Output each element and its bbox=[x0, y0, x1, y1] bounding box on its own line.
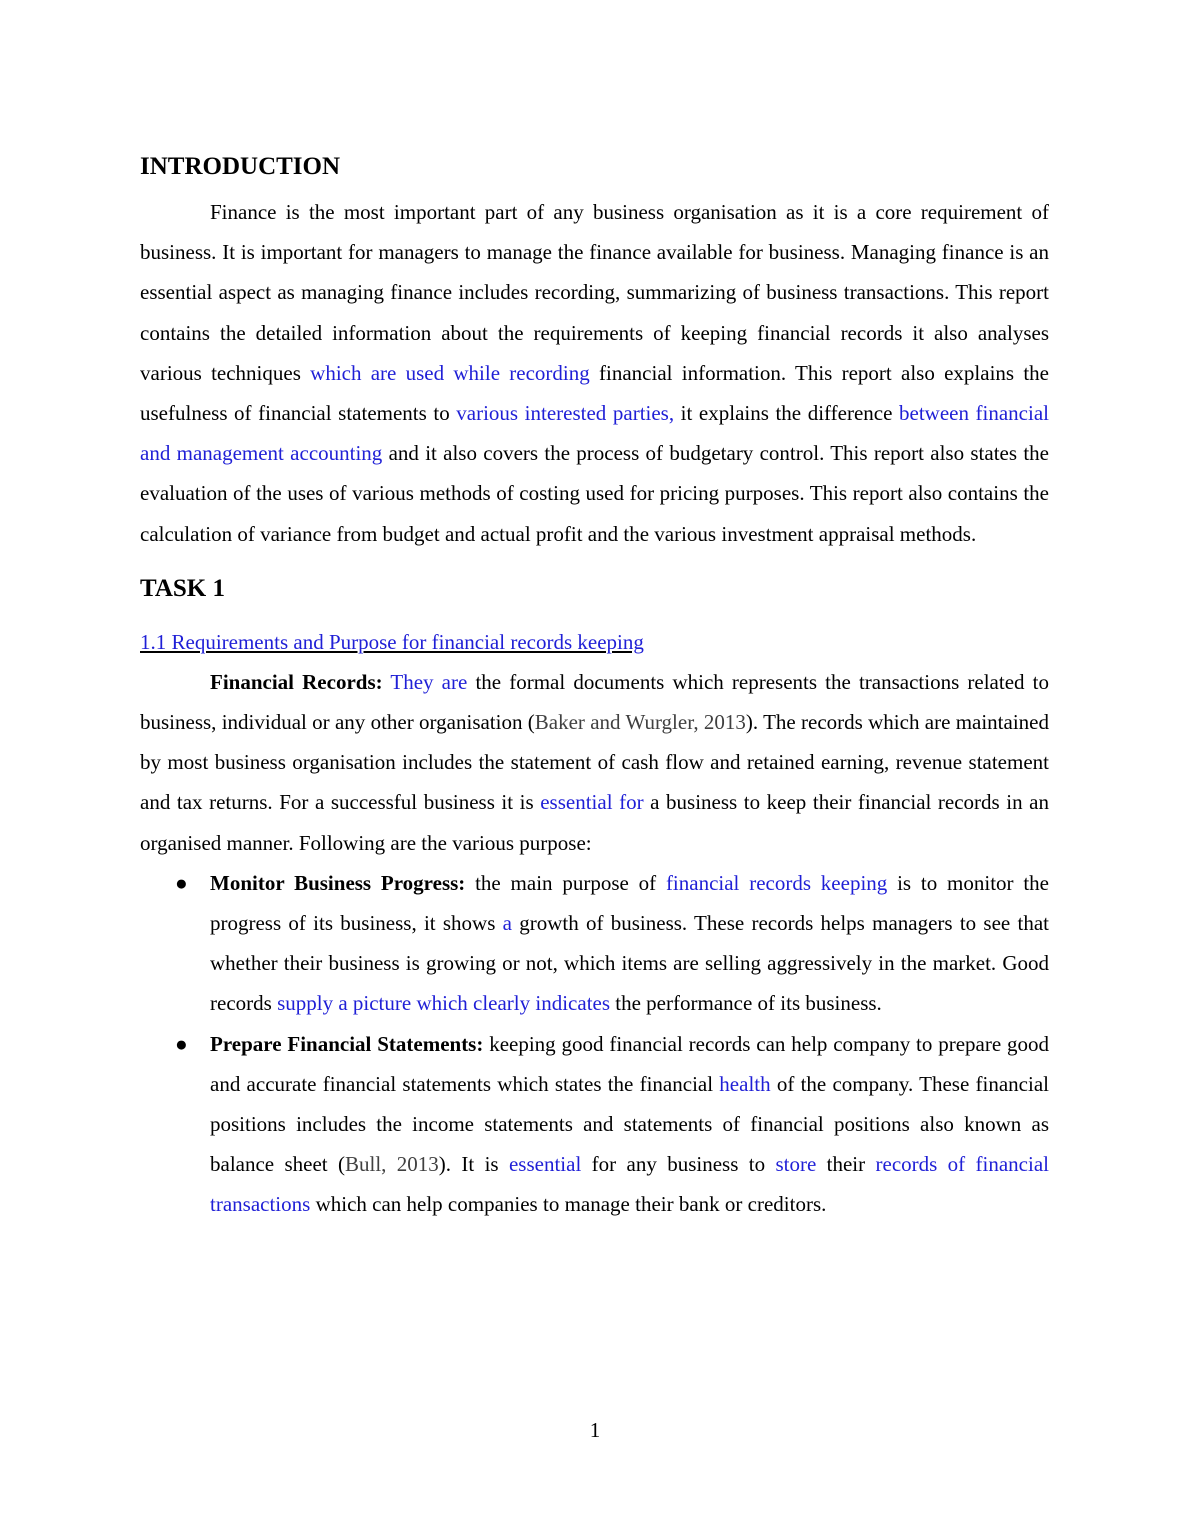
highlighted-text: a bbox=[502, 911, 512, 936]
term-label: Prepare Financial Statements: bbox=[210, 1031, 484, 1056]
bullet-icon: ● bbox=[175, 870, 188, 895]
highlighted-text: various interested parties, bbox=[456, 401, 675, 426]
text-run: a business to keep their financial records in an organised manner. Following are the various purpose: bbox=[140, 790, 1049, 855]
section-link[interactable]: 1.1 Requirements and Purpose for financial records keeping bbox=[140, 629, 644, 654]
text-run: the main purpose of bbox=[465, 870, 666, 895]
highlighted-text: They are bbox=[390, 669, 468, 694]
text-run: ). The records which are maintained by most business organisation includes the statement of cash flow and retained earning, revenue statement and tax returns. For a successful business it is bbox=[140, 710, 1049, 815]
text-run: is to monitor the progress of its business, it shows bbox=[210, 870, 1049, 936]
text-run: their bbox=[816, 1152, 876, 1177]
text-run: ). It is bbox=[438, 1152, 509, 1177]
text-run: the performance of its business. bbox=[610, 991, 882, 1016]
introduction-heading: INTRODUCTION bbox=[140, 153, 341, 180]
document-page bbox=[140, 148, 1049, 1225]
list-item bbox=[140, 863, 1049, 1024]
highlighted-text: health bbox=[719, 1071, 771, 1096]
term-label: Financial Records: bbox=[210, 669, 383, 694]
highlighted-text: financial records keeping bbox=[665, 870, 888, 895]
text-run: for any business to bbox=[581, 1152, 776, 1177]
text-run: Finance is the most important part of any business organisation as it is a core requirement of business. It is important for managers to manage the finance available for business. Managing finance is an essential aspect as managing finance includes recording, summarizing of business transactions. This report contains the detailed information about the requirements of keeping financial records it also analyses various techniques bbox=[140, 200, 1049, 385]
text-run: financial information. This report also explains the usefulness of financial statements to bbox=[140, 360, 1049, 426]
highlighted-text: between financial and management accounting bbox=[140, 401, 1049, 466]
introduction-paragraph bbox=[140, 192, 1049, 554]
highlighted-text: which are used while recording bbox=[310, 360, 590, 385]
text-run: keeping good financial records can help company to prepare good and accurate financial statements which states the financial bbox=[210, 1031, 1049, 1096]
purpose-list bbox=[140, 863, 1049, 1225]
citation: Baker and Wurgler, 2013 bbox=[534, 710, 746, 735]
term-label: Monitor Business Progress: bbox=[210, 870, 466, 895]
text-run: growth of business. These records helps managers to see that whether their business is growing or not, which items are selling aggressively in the market. Good records bbox=[210, 911, 1049, 1016]
highlighted-text: essential for bbox=[540, 790, 644, 815]
text-run: it explains the difference bbox=[674, 401, 899, 426]
text-run: of the company. These financial positions includes the income statements and statements of financial positions also known as balance sheet ( bbox=[210, 1071, 1049, 1177]
highlighted-text: supply a picture which clearly indicates bbox=[277, 991, 611, 1016]
bullet-icon: ● bbox=[175, 1031, 188, 1056]
financial-records-paragraph bbox=[140, 662, 1049, 863]
text-run: and it also covers the process of budgetary control. This report also states the evaluation of the uses of various methods of costing used for pricing purposes. This report also contains the calculation of variance from budget and actual profit and the various investment appraisal methods. bbox=[140, 441, 1049, 546]
list-item bbox=[140, 1024, 1049, 1225]
task1-heading: TASK 1 bbox=[140, 574, 225, 602]
citation: Bull, 2013 bbox=[345, 1152, 439, 1177]
page-number: 1 bbox=[589, 1418, 601, 1442]
highlighted-text: records of financial transactions bbox=[210, 1152, 1049, 1217]
highlighted-text: essential bbox=[508, 1152, 582, 1177]
text-run: which can help companies to manage their bank or creditors. bbox=[310, 1192, 827, 1217]
section-1-1-heading[interactable] bbox=[140, 622, 1049, 662]
highlighted-text: store bbox=[775, 1152, 817, 1177]
text-run: the formal documents which represents the transactions related to business, individual or any other organisation ( bbox=[140, 669, 1050, 735]
